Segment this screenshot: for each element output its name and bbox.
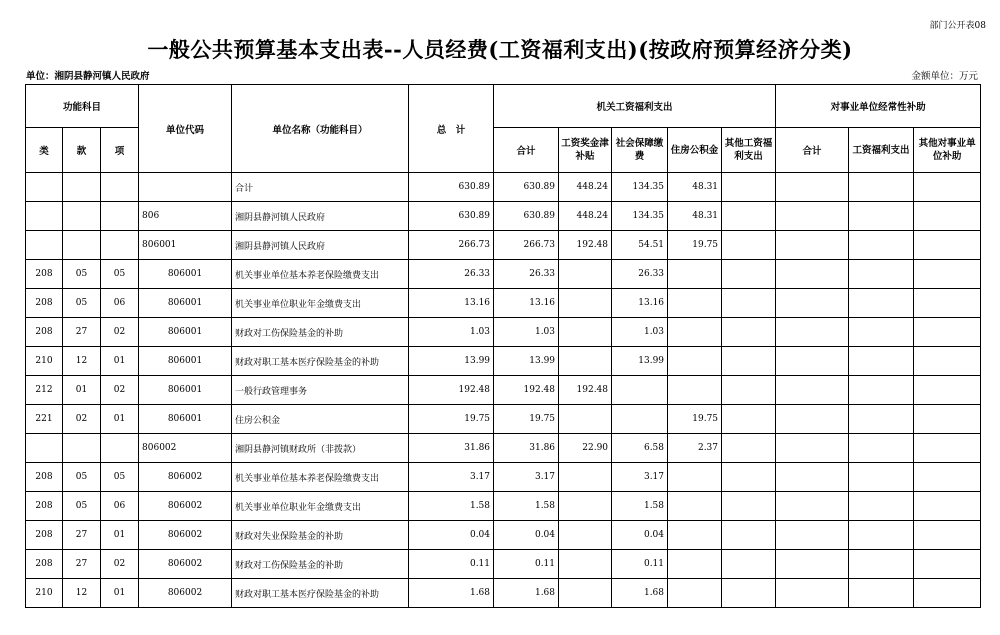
social-cell: 134.35 <box>612 173 668 202</box>
inst-sum-cell <box>776 318 849 347</box>
housing-cell <box>668 289 722 318</box>
kuan-cell: 05 <box>63 492 101 521</box>
org-sum-cell: 26.33 <box>494 260 559 289</box>
wage-cell <box>559 347 612 376</box>
xiang-header: 项 <box>101 128 139 173</box>
inst-wage-cell <box>849 173 914 202</box>
housing-cell <box>668 550 722 579</box>
org-housing-header: 住房公积金 <box>668 128 722 173</box>
xiang-cell: 06 <box>101 289 139 318</box>
code-cell: 806002 <box>139 550 232 579</box>
housing-cell <box>668 579 722 608</box>
lei-cell: 210 <box>26 579 63 608</box>
wage-cell: 448.24 <box>559 173 612 202</box>
xiang-cell: 02 <box>101 318 139 347</box>
inst-other-cell <box>914 318 981 347</box>
inst-sum-cell <box>776 434 849 463</box>
table-row <box>26 405 981 434</box>
wage-cell <box>559 289 612 318</box>
social-cell: 13.99 <box>612 347 668 376</box>
org-sum-cell: 3.17 <box>494 463 559 492</box>
xiang-cell: 02 <box>101 550 139 579</box>
housing-cell: 19.75 <box>668 405 722 434</box>
org-sum-cell: 266.73 <box>494 231 559 260</box>
name-cell: 机关事业单位基本养老保险缴费支出 <box>232 260 409 289</box>
xiang-cell <box>101 434 139 463</box>
other-cell <box>722 405 776 434</box>
wage-cell <box>559 463 612 492</box>
kuan-cell: 01 <box>63 376 101 405</box>
lei-cell: 208 <box>26 521 63 550</box>
inst-other-cell <box>914 173 981 202</box>
name-cell: 机关事业单位职业年金缴费支出 <box>232 492 409 521</box>
lei-cell: 208 <box>26 463 63 492</box>
inst-subsidy-group-header: 对事业单位经常性补助 <box>776 85 981 128</box>
inst-sum-cell <box>776 550 849 579</box>
social-cell: 6.58 <box>612 434 668 463</box>
inst-sum-cell <box>776 173 849 202</box>
social-cell: 0.04 <box>612 521 668 550</box>
inst-wage-cell <box>849 434 914 463</box>
org-other-header: 其他工资福利支出 <box>722 128 776 173</box>
total-cell: 0.11 <box>409 550 494 579</box>
org-sum-cell: 0.04 <box>494 521 559 550</box>
wage-cell <box>559 318 612 347</box>
kuan-cell <box>63 434 101 463</box>
wage-cell: 22.90 <box>559 434 612 463</box>
lei-cell: 208 <box>26 260 63 289</box>
code-cell: 806001 <box>139 318 232 347</box>
org-sum-cell: 31.86 <box>494 434 559 463</box>
kuan-cell: 12 <box>63 579 101 608</box>
housing-cell <box>668 463 722 492</box>
lei-cell <box>26 202 63 231</box>
total-cell: 1.58 <box>409 492 494 521</box>
org-sum-cell: 1.58 <box>494 492 559 521</box>
wage-cell: 192.48 <box>559 376 612 405</box>
inst-sum-cell <box>776 463 849 492</box>
table-row <box>26 463 981 492</box>
wage-cell <box>559 550 612 579</box>
xiang-cell: 01 <box>101 347 139 376</box>
org-sum-cell: 192.48 <box>494 376 559 405</box>
housing-cell: 19.75 <box>668 231 722 260</box>
wage-cell: 192.48 <box>559 231 612 260</box>
code-cell: 806002 <box>139 434 232 463</box>
inst-wage-cell <box>849 521 914 550</box>
inst-wage-cell <box>849 231 914 260</box>
name-cell: 住房公积金 <box>232 405 409 434</box>
code-cell: 806 <box>139 202 232 231</box>
code-cell: 806001 <box>139 376 232 405</box>
kuan-cell: 02 <box>63 405 101 434</box>
inst-sum-cell <box>776 376 849 405</box>
total-cell: 0.04 <box>409 521 494 550</box>
func-subject-header: 功能科目 <box>26 85 139 128</box>
inst-sum-cell <box>776 231 849 260</box>
inst-wage-cell <box>849 347 914 376</box>
unit-label: 单位：湘阴县静河镇人民政府 <box>26 71 150 82</box>
kuan-cell: 05 <box>63 289 101 318</box>
total-cell: 1.03 <box>409 318 494 347</box>
name-cell: 财政对职工基本医疗保险基金的补助 <box>232 347 409 376</box>
table-row <box>26 579 981 608</box>
total-cell: 630.89 <box>409 173 494 202</box>
kuan-cell <box>63 202 101 231</box>
total-cell: 31.86 <box>409 434 494 463</box>
org-sum-cell: 19.75 <box>494 405 559 434</box>
xiang-cell: 06 <box>101 492 139 521</box>
inst-wage-cell <box>849 405 914 434</box>
inst-other-cell <box>914 202 981 231</box>
wage-cell: 448.24 <box>559 202 612 231</box>
name-cell: 湘阴县静河镇人民政府 <box>232 231 409 260</box>
code-cell: 806001 <box>139 289 232 318</box>
page-title: 一般公共预算基本支出表--人员经费(工资福利支出)(按政府预算经济分类) <box>147 37 853 62</box>
name-cell: 一般行政管理事务 <box>232 376 409 405</box>
table-row <box>26 492 981 521</box>
xiang-cell: 02 <box>101 376 139 405</box>
total-cell: 13.16 <box>409 289 494 318</box>
inst-wage-cell <box>849 579 914 608</box>
housing-cell <box>668 260 722 289</box>
org-wage-header: 工资奖金津补贴 <box>559 128 612 173</box>
lei-cell: 208 <box>26 550 63 579</box>
kuan-cell: 05 <box>63 260 101 289</box>
xiang-cell: 05 <box>101 463 139 492</box>
name-cell: 财政对失业保险基金的补助 <box>232 521 409 550</box>
table-row <box>26 550 981 579</box>
social-cell: 3.17 <box>612 463 668 492</box>
org-wage-group-header: 机关工资福利支出 <box>494 85 776 128</box>
total-cell: 192.48 <box>409 376 494 405</box>
inst-wage-header: 工资福利支出 <box>849 128 914 173</box>
lei-cell: 212 <box>26 376 63 405</box>
kuan-cell: 27 <box>63 550 101 579</box>
inst-other-header: 其他对事业单位补助 <box>914 128 981 173</box>
total-cell: 3.17 <box>409 463 494 492</box>
code-cell: 806002 <box>139 463 232 492</box>
wage-cell <box>559 492 612 521</box>
inst-wage-cell <box>849 289 914 318</box>
inst-sum-cell <box>776 492 849 521</box>
inst-other-cell <box>914 289 981 318</box>
housing-cell <box>668 318 722 347</box>
other-cell <box>722 579 776 608</box>
table-row <box>26 376 981 405</box>
other-cell <box>722 376 776 405</box>
inst-wage-cell <box>849 550 914 579</box>
table-row <box>26 434 981 463</box>
social-cell: 26.33 <box>612 260 668 289</box>
unit-code-header: 单位代码 <box>139 85 232 173</box>
other-cell <box>722 260 776 289</box>
inst-other-cell <box>914 376 981 405</box>
table-row <box>26 318 981 347</box>
lei-cell <box>26 173 63 202</box>
name-cell: 财政对职工基本医疗保险基金的补助 <box>232 579 409 608</box>
table-number-label: 部门公开表08 <box>929 21 986 31</box>
housing-cell: 48.31 <box>668 173 722 202</box>
inst-sum-cell <box>776 202 849 231</box>
inst-other-cell <box>914 579 981 608</box>
total-header: 总 计 <box>409 85 494 173</box>
xiang-cell: 01 <box>101 521 139 550</box>
xiang-cell: 01 <box>101 405 139 434</box>
xiang-cell <box>101 173 139 202</box>
kuan-cell: 27 <box>63 521 101 550</box>
currency-unit-label: 金额单位：万元 <box>911 71 978 82</box>
table-row <box>26 231 981 260</box>
total-cell: 266.73 <box>409 231 494 260</box>
name-cell: 机关事业单位基本养老保险缴费支出 <box>232 463 409 492</box>
org-sum-cell: 0.11 <box>494 550 559 579</box>
name-cell: 财政对工伤保险基金的补助 <box>232 550 409 579</box>
social-cell: 1.03 <box>612 318 668 347</box>
org-sum-cell: 630.89 <box>494 202 559 231</box>
housing-cell <box>668 376 722 405</box>
other-cell <box>722 231 776 260</box>
housing-cell: 48.31 <box>668 202 722 231</box>
inst-wage-cell <box>849 318 914 347</box>
social-cell: 54.51 <box>612 231 668 260</box>
kuan-cell: 27 <box>63 318 101 347</box>
kuan-header: 款 <box>63 128 101 173</box>
total-cell: 1.68 <box>409 579 494 608</box>
inst-other-cell <box>914 347 981 376</box>
name-cell: 湘阴县静河镇人民政府 <box>232 202 409 231</box>
inst-other-cell <box>914 521 981 550</box>
other-cell <box>722 318 776 347</box>
code-cell: 806001 <box>139 405 232 434</box>
code-cell <box>139 173 232 202</box>
inst-wage-cell <box>849 260 914 289</box>
other-cell <box>722 434 776 463</box>
housing-cell: 2.37 <box>668 434 722 463</box>
inst-other-cell <box>914 405 981 434</box>
wage-cell <box>559 579 612 608</box>
lei-cell: 208 <box>26 492 63 521</box>
inst-sum-cell <box>776 347 849 376</box>
social-cell <box>612 376 668 405</box>
xiang-cell: 05 <box>101 260 139 289</box>
table-row <box>26 202 981 231</box>
inst-wage-cell <box>849 463 914 492</box>
header-row-top <box>26 85 981 128</box>
lei-cell: 210 <box>26 347 63 376</box>
lei-cell <box>26 231 63 260</box>
kuan-cell <box>63 231 101 260</box>
inst-other-cell <box>914 231 981 260</box>
code-cell: 806002 <box>139 492 232 521</box>
inst-other-cell <box>914 260 981 289</box>
total-cell: 13.99 <box>409 347 494 376</box>
code-cell: 806002 <box>139 579 232 608</box>
inst-sum-cell <box>776 579 849 608</box>
xiang-cell: 01 <box>101 579 139 608</box>
other-cell <box>722 463 776 492</box>
inst-wage-cell <box>849 376 914 405</box>
kuan-cell: 05 <box>63 463 101 492</box>
name-cell: 湘阴县静河镇财政所（非拨款） <box>232 434 409 463</box>
xiang-cell <box>101 202 139 231</box>
social-cell: 0.11 <box>612 550 668 579</box>
other-cell <box>722 173 776 202</box>
lei-cell: 221 <box>26 405 63 434</box>
other-cell <box>722 492 776 521</box>
inst-other-cell <box>914 492 981 521</box>
org-sum-header: 合计 <box>494 128 559 173</box>
total-cell: 630.89 <box>409 202 494 231</box>
other-cell <box>722 347 776 376</box>
kuan-cell: 12 <box>63 347 101 376</box>
inst-sum-cell <box>776 521 849 550</box>
org-sum-cell: 13.16 <box>494 289 559 318</box>
xiang-cell <box>101 231 139 260</box>
inst-other-cell <box>914 463 981 492</box>
social-cell: 13.16 <box>612 289 668 318</box>
inst-sum-header: 合计 <box>776 128 849 173</box>
lei-cell <box>26 434 63 463</box>
wage-cell <box>559 260 612 289</box>
housing-cell <box>668 521 722 550</box>
lei-cell: 208 <box>26 289 63 318</box>
unit-name-header: 单位名称（功能科目） <box>232 85 409 173</box>
housing-cell <box>668 492 722 521</box>
social-cell: 134.35 <box>612 202 668 231</box>
table-row <box>26 347 981 376</box>
social-cell: 1.68 <box>612 579 668 608</box>
org-social-header: 社会保障缴费 <box>612 128 668 173</box>
wage-cell <box>559 521 612 550</box>
org-sum-cell: 630.89 <box>494 173 559 202</box>
code-cell: 806001 <box>139 347 232 376</box>
code-cell: 806002 <box>139 521 232 550</box>
table-row <box>26 521 981 550</box>
lei-header: 类 <box>26 128 63 173</box>
inst-sum-cell <box>776 289 849 318</box>
social-cell: 1.58 <box>612 492 668 521</box>
name-cell: 财政对工伤保险基金的补助 <box>232 318 409 347</box>
org-sum-cell: 13.99 <box>494 347 559 376</box>
inst-wage-cell <box>849 492 914 521</box>
other-cell <box>722 550 776 579</box>
housing-cell <box>668 347 722 376</box>
table-row <box>26 260 981 289</box>
org-sum-cell: 1.03 <box>494 318 559 347</box>
budget-table <box>25 84 981 608</box>
code-cell: 806001 <box>139 231 232 260</box>
other-cell <box>722 289 776 318</box>
table-row <box>26 173 981 202</box>
inst-other-cell <box>914 550 981 579</box>
inst-wage-cell <box>849 202 914 231</box>
name-cell: 合计 <box>232 173 409 202</box>
inst-other-cell <box>914 434 981 463</box>
other-cell <box>722 202 776 231</box>
total-cell: 26.33 <box>409 260 494 289</box>
social-cell <box>612 405 668 434</box>
total-cell: 19.75 <box>409 405 494 434</box>
wage-cell <box>559 405 612 434</box>
kuan-cell <box>63 173 101 202</box>
name-cell: 机关事业单位职业年金缴费支出 <box>232 289 409 318</box>
inst-sum-cell <box>776 405 849 434</box>
table-row <box>26 289 981 318</box>
inst-sum-cell <box>776 260 849 289</box>
org-sum-cell: 1.68 <box>494 579 559 608</box>
code-cell: 806001 <box>139 260 232 289</box>
lei-cell: 208 <box>26 318 63 347</box>
other-cell <box>722 521 776 550</box>
